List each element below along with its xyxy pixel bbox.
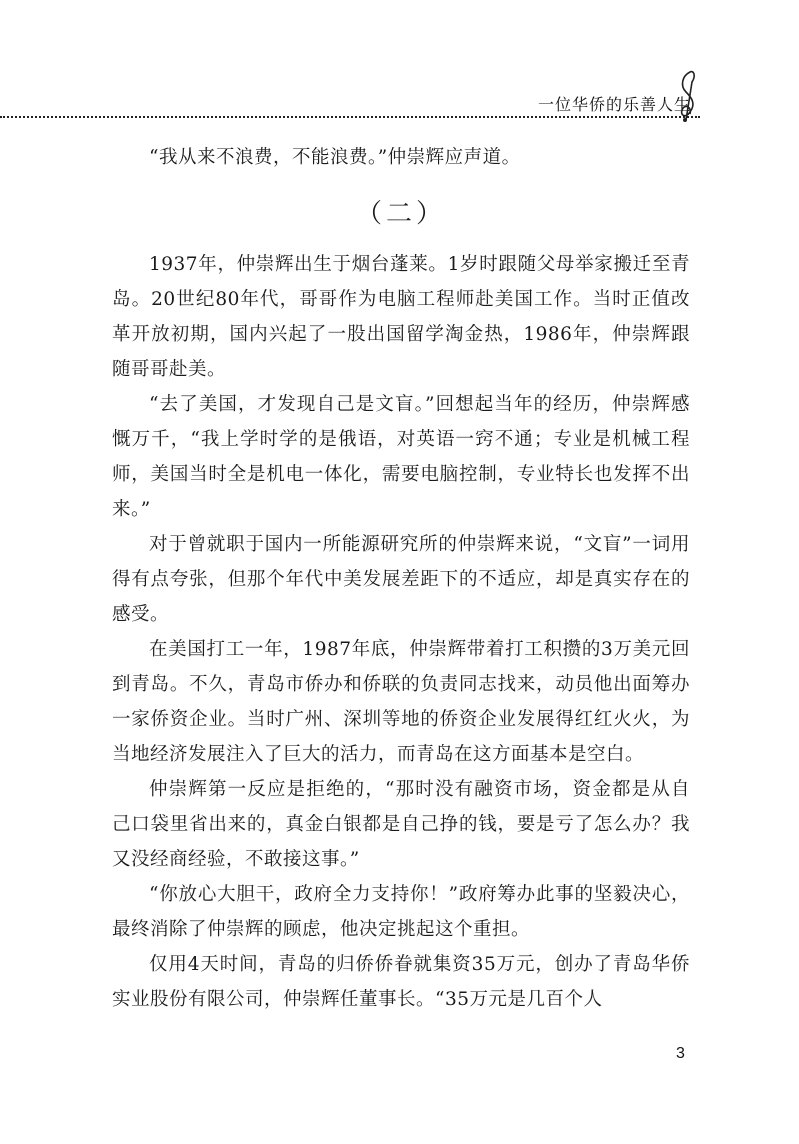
- paragraph: “你放心大胆干，政府全力支持你！”政府筹办此事的坚毅决心，最终消除了仲崇辉的顾虑，他决定挑起这个重担。: [112, 884, 690, 940]
- page-number: 3: [676, 1045, 685, 1062]
- paragraph: 仅用4天时间，青岛的归侨侨眷就集资35万元，创办了青岛华侨实业股份有限公司，仲崇辉任董事长。“35万元是几百个人: [112, 954, 690, 1010]
- running-header-title: 一位华侨的乐善人生: [537, 95, 691, 114]
- page-body: [112, 140, 690, 1017]
- paragraph: “去了美国，才发现自己是文盲。”回想起当年的经历，仲崇辉感慨万千，“我上学时学的是俄语，对英语一窍不通；专业是机械工程师，美国当时全是机电一体化，需要电脑控制，专业特长也发挥不出来。”: [112, 394, 690, 520]
- paragraph: 1937年，仲崇辉出生于烟台蓬莱。1岁时跟随父母举家搬迁至青岛。20世纪80年代，哥哥作为电脑工程师赴美国工作。当时正值改革开放初期，国内兴起了一股出国留学淘金热，1986年，仲崇辉跟随哥哥赴美。: [112, 254, 690, 380]
- paragraph-intro: “我从来不浪费，不能浪费。”仲崇辉应声道。: [149, 147, 521, 168]
- treble-clef-ornament-icon: [668, 68, 708, 124]
- header-dotted-rule: [0, 116, 700, 118]
- section-heading: （二）: [355, 199, 446, 229]
- paragraph: 在美国打工一年，1987年底，仲崇辉带着打工积攒的3万美元回到青岛。不久，青岛市侨办和侨联的负责同志找来，动员他出面筹办一家侨资企业。当时广州、深圳等地的侨资企业发展得红红火火，为当地经济发展注入了巨大的活力，而青岛在这方面基本是空白。: [112, 639, 690, 765]
- paragraph: 对于曾就职于国内一所能源研究所的仲崇辉来说，“文盲”一词用得有点夸张，但那个年代中美发展差距下的不适应，却是真实存在的感受。: [112, 534, 690, 625]
- paragraph: 仲崇辉第一反应是拒绝的，“那时没有融资市场，资金都是从自己口袋里省出来的，真金白银都是自己挣的钱，要是亏了怎么办？我又没经商经验，不敢接这事。”: [112, 779, 690, 870]
- running-header: [0, 78, 799, 122]
